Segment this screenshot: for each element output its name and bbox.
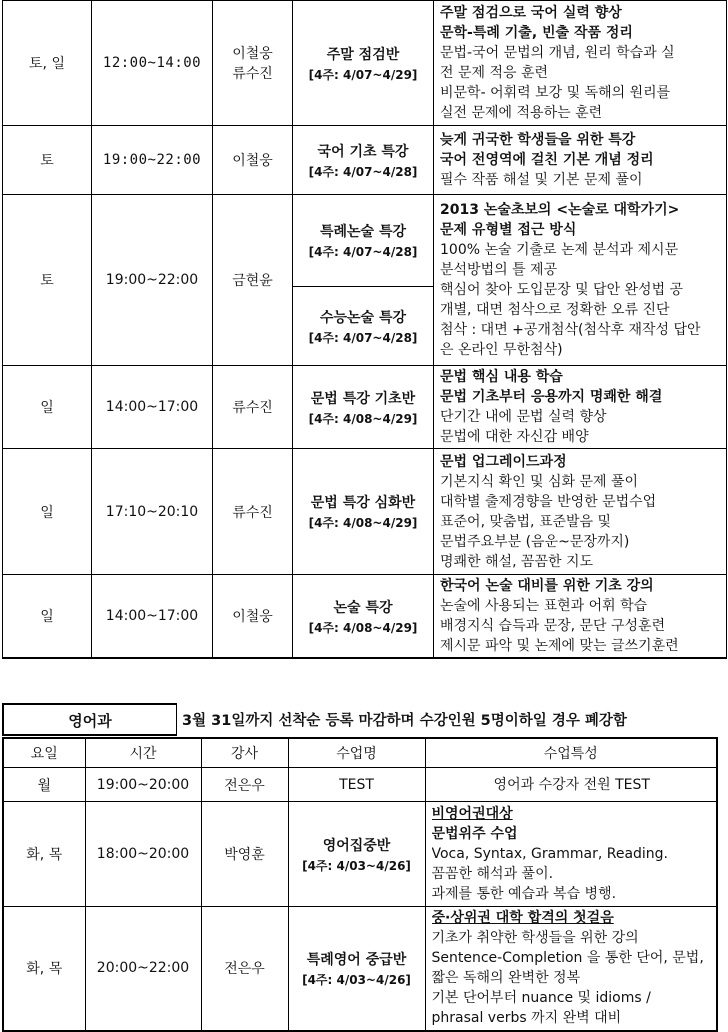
- time-cell: 14:00~17:00: [92, 575, 213, 659]
- schedule-row: [3, 907, 717, 1031]
- feature-line: 개별, 대면 첨삭으로 정확한 오류 진단: [440, 302, 670, 318]
- course-cell: [293, 366, 434, 449]
- time-cell: 19:00~22:00: [92, 195, 213, 366]
- feature-line: Voca, Syntax, Grammar, Reading.: [431, 846, 669, 862]
- course-cell: [293, 287, 434, 366]
- teacher-name: 이철웅: [232, 46, 273, 62]
- feature-line: 과제를 통한 예습과 복습 병행.: [431, 886, 617, 902]
- day-cell: 일: [3, 449, 92, 575]
- schedule-row: [3, 1, 727, 126]
- course-features: [434, 1, 727, 126]
- feature-line: 단기간 내에 문법 실력 향상: [440, 409, 607, 425]
- course-features: [425, 768, 717, 802]
- course-name: 영어집중반: [322, 837, 391, 854]
- feature-line: 꼼꼼한 해석과 풀이.: [431, 866, 554, 882]
- course-features: [434, 449, 727, 575]
- teacher-cell: 금현윤: [213, 195, 293, 366]
- feature-line: 기본지식 확인 및 심화 문제 풀이: [440, 473, 639, 490]
- course-features: [434, 575, 727, 659]
- teacher-cell: [213, 449, 293, 575]
- course-name: 문법 특강 심화반: [310, 495, 416, 511]
- feature-line: 핵심어 찾아 도입문장 및 답안 완성법 공: [440, 282, 684, 298]
- department-label: 영어과: [2, 703, 177, 736]
- teacher-cell: 전은우: [201, 907, 288, 1031]
- teacher-name: 이철웅: [232, 153, 273, 169]
- schedule-row: [3, 802, 717, 907]
- course-cell: [293, 195, 434, 287]
- feature-line: 늦게 귀국한 학생들을 위한 특강: [440, 132, 636, 148]
- time-cell: 17:10~20:10: [92, 449, 213, 575]
- course-name: 문법 특강 기초반: [310, 390, 416, 407]
- day-cell: 토: [3, 126, 92, 195]
- time-cell: 12:00~14:00: [92, 1, 213, 126]
- teacher-name: 이철웅: [232, 609, 273, 625]
- registration-notice: 3월 31일까지 선착순 등록 마감하며 수강인원 5명이하일 경우 폐강함: [182, 713, 627, 729]
- feature-line: 분석방법의 틀 제공: [440, 262, 558, 278]
- course-period: [4주: 4/03~4/26]: [302, 972, 411, 987]
- feature-line: phrasal verbs 까지 완벽 대비: [431, 1010, 622, 1027]
- course-name: TEST: [339, 776, 374, 793]
- course-period: [4주: 4/07~4/29]: [308, 67, 418, 82]
- day-cell: 일: [3, 366, 92, 449]
- time-cell: 14:00~17:00: [92, 366, 213, 449]
- feature-line: 문학-특례 기출, 빈출 작품 정리: [440, 25, 633, 41]
- course-cell: [288, 907, 425, 1031]
- feature-line: 대학별 출제경향을 반영한 문법수업: [440, 493, 657, 510]
- course-name: 국어 기초 특강: [317, 143, 409, 160]
- feature-line: 첨삭 : 대면 +공개첨삭(첨삭후 재작성 답안: [440, 322, 701, 338]
- teacher-name: 류수진: [232, 66, 273, 82]
- course-period: [4주: 4/08~4/29]: [308, 411, 418, 426]
- feature-line: Sentence-Completion 을 통한 단어, 문법,: [431, 950, 704, 967]
- feature-line: 기초가 취약한 학생들을 위한 강의: [431, 930, 639, 947]
- course-period: [4주: 4/08~4/29]: [308, 620, 418, 635]
- teacher-cell: [213, 575, 293, 659]
- day-cell: 토, 일: [3, 1, 92, 126]
- feature-line: 문법에 대한 자신감 배양: [440, 429, 589, 445]
- header-time: 시간: [85, 738, 201, 768]
- teacher-cell: [213, 366, 293, 449]
- feature-line: 전 문제 적응 훈련: [440, 65, 549, 81]
- time-cell: 18:00~20:00: [85, 802, 201, 907]
- course-name: 논술 특강: [333, 599, 393, 616]
- day-cell: 화, 목: [3, 907, 85, 1031]
- feature-line: 영어과 수강자 전원 TEST: [493, 776, 650, 793]
- teacher-cell: [213, 126, 293, 195]
- feature-line: 은 온라인 무한첨삭): [440, 342, 563, 358]
- course-cell: [293, 1, 434, 126]
- feature-line: 국어 전영역에 걸친 기본 개념 정리: [440, 152, 654, 168]
- course-name: 수능논술 특강: [319, 309, 407, 326]
- course-features: [425, 802, 717, 907]
- english-schedule-table: [2, 737, 718, 1032]
- header-teacher: 강사: [201, 738, 288, 768]
- header-features: 수업특성: [425, 738, 717, 768]
- day-cell: 화, 목: [3, 802, 85, 907]
- schedule-row: [3, 366, 727, 449]
- feature-line: 문법 업그레이드과정: [440, 453, 567, 470]
- teacher-name: 류수진: [232, 504, 273, 521]
- course-features: [434, 195, 727, 366]
- korean-schedule-table: [2, 0, 727, 659]
- feature-line: 한국어 논술 대비를 위한 기초 강의: [440, 578, 654, 594]
- feature-line: 문법 핵심 내용 학습: [440, 369, 563, 385]
- course-period: [4주: 4/07~4/28]: [308, 164, 418, 179]
- header-day: 요일: [3, 738, 85, 768]
- course-period: [4주: 4/08~4/29]: [308, 516, 418, 530]
- day-cell: 월: [3, 768, 85, 802]
- course-cell: [288, 802, 425, 907]
- day-cell: 토: [3, 195, 92, 366]
- feature-line: 논술에 사용되는 표현과 어휘 학습: [440, 598, 648, 614]
- teacher-cell: 박영훈: [201, 802, 288, 907]
- feature-line: 명쾌한 해설, 꼼꼼한 지도: [440, 553, 594, 570]
- course-features: [425, 907, 717, 1031]
- feature-line: 주말 점검으로 국어 실력 향상: [440, 5, 622, 21]
- time-cell: 20:00~22:00: [85, 907, 201, 1031]
- feature-line: 기본 단어부터 nuance 및 idioms /: [431, 990, 651, 1007]
- feature-line: 중·상위권 대학 합격의 첫걸음: [431, 910, 614, 927]
- course-name: 특례논술 특강: [319, 224, 407, 240]
- course-cell: [293, 126, 434, 195]
- course-features: [434, 126, 727, 195]
- feature-line: 비영어권대상: [431, 806, 513, 822]
- feature-line: 문제 유형별 접근 방식: [440, 222, 577, 238]
- teacher-cell: [213, 1, 293, 126]
- feature-line: 필수 작품 해설 및 기본 문제 풀이: [440, 172, 643, 188]
- feature-line: 배경지식 습득과 문장, 문단 구성훈련: [440, 618, 666, 634]
- course-cell: [293, 449, 434, 575]
- feature-line: 제시문 파악 및 논제에 맞는 글쓰기훈련: [440, 638, 679, 654]
- feature-line: 문법위주 수업: [431, 826, 518, 842]
- course-name: 특례영어 중급반: [306, 951, 407, 968]
- feature-line: 문법주요부분 (음운~문장까지): [440, 533, 630, 550]
- schedule-row: [3, 768, 717, 802]
- schedule-row: [3, 126, 727, 195]
- schedule-row: [3, 575, 727, 659]
- teacher-cell: 전은우: [201, 768, 288, 802]
- feature-line: 비문학- 어휘력 보강 및 독해의 원리를: [440, 85, 671, 101]
- header-course: 수업명: [288, 738, 425, 768]
- teacher-name: 류수진: [232, 400, 273, 416]
- course-period: [4주: 4/03~4/26]: [302, 858, 411, 873]
- feature-line: 표준어, 맞춤법, 표준발음 및: [440, 513, 612, 530]
- course-name: 주말 점검반: [326, 46, 400, 63]
- course-cell: [293, 575, 434, 659]
- header-row: [3, 738, 717, 768]
- time-cell: 19:00~20:00: [85, 768, 201, 802]
- feature-line: 100% 논술 기출로 논제 분석과 제시문: [440, 242, 679, 258]
- time-cell: 19:00~22:00: [92, 126, 213, 195]
- feature-line: 문법 기초부터 응용까지 명쾌한 해결: [440, 389, 663, 405]
- course-cell: [288, 768, 425, 802]
- feature-line: 실전 문제에 적용하는 훈련: [440, 105, 603, 121]
- schedule-row: [3, 195, 727, 287]
- course-period: [4주: 4/07~4/28]: [308, 245, 418, 259]
- schedule-row: [3, 449, 727, 575]
- feature-line: 짧은 독해의 완벽한 정복: [431, 970, 581, 987]
- day-cell: 일: [3, 575, 92, 659]
- course-period: [4주: 4/07~4/28]: [308, 330, 418, 345]
- course-features: [434, 366, 727, 449]
- english-department-header: [2, 703, 726, 737]
- feature-line: 2013 논술초보의 <논술로 대학가기>: [440, 202, 680, 218]
- feature-line: 문법-국어 문법의 개념, 원리 학습과 실: [440, 45, 675, 61]
